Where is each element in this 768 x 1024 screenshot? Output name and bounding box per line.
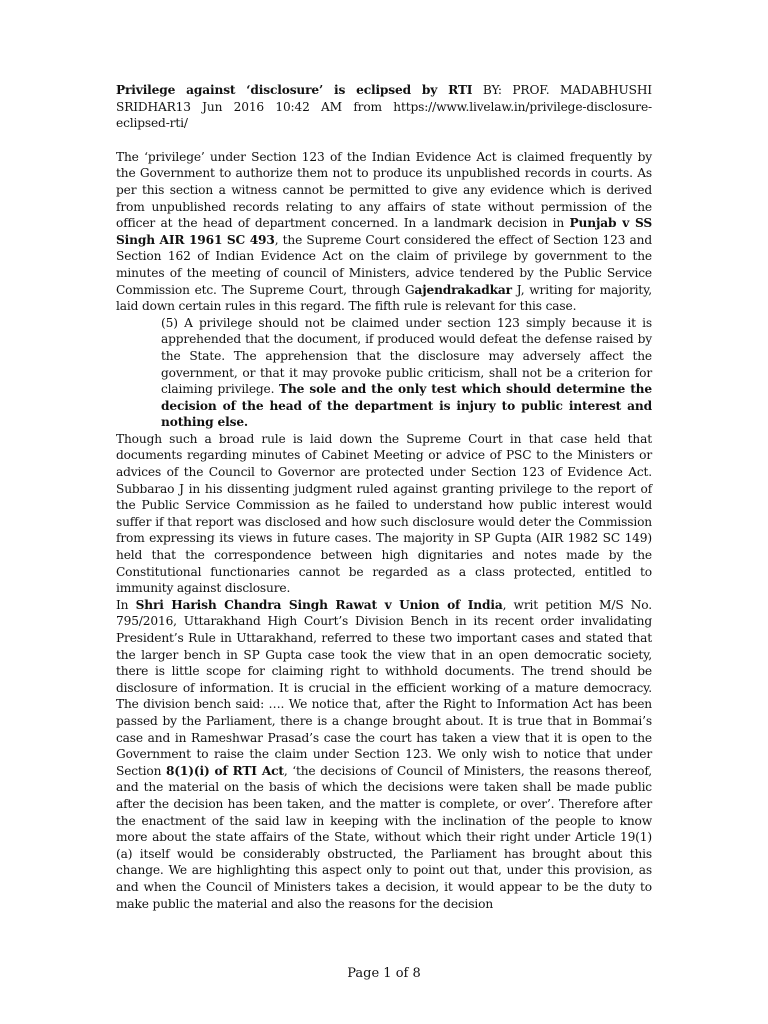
paragraph-text: , ‘the decisions of Council of Ministers, the reasons thereof, and the material on the basis of which the decisions were taken shall be made public after the decision has been taken, and the matter is complete, or over’. Therefore after the enactment of the said law in keeping with the inclination of the people to know more about the state affairs of the State, without which their right under Article 19(1)(a) itself would be considerably obstructed, the Parliament has brought about this change. We are highlighting this aspect only to point out that, under this provision, as and when the Council of Ministers takes a decision, it would appear to be the duty to make public the material and also the reasons for the decision bbox=[116, 763, 652, 911]
quote-text: (5) A privilege should not be claimed under section 123 simply because it is apprehended that the document, if produced would defeat the defense raised by the State. The apprehension that the disclosure may adversely affect the government, or that it may provoke public criticism, shall not be a criterion for claiming privilege. bbox=[161, 315, 652, 397]
paragraph-privilege-intro bbox=[116, 149, 652, 315]
quoted-rule-five bbox=[161, 315, 652, 431]
paragraph-text: , the Supreme Court considered the effect of Section 123 and Section 162 of Indian Evidence Act on the claim of privilege by government to the minutes of the meeting of council of Ministers, advice tendered by the Public Service Commission etc. The Supreme Court, through G bbox=[116, 232, 652, 297]
paragraph-rawat-case bbox=[116, 597, 652, 912]
quote-emphasis: The sole and the only test which should determine the decision of the head of the department is injury to public interest and nothing else. bbox=[161, 382, 652, 430]
paragraph-spacer bbox=[116, 132, 652, 149]
document-body bbox=[116, 82, 652, 912]
paragraph-text: , writ petition M/S No. 795/2016, Uttarakhand High Court’s Division Bench in its recent order invalidating President’s Rule in Uttarakhand, referred to these two important cases and stated that the larger bench in SP Gupta case took the view that in an open democratic society, there is little scope for claiming right to withhold documents. The trend should be disclosure of information. It is crucial in the efficient working of a mature democracy. The division bench said: …. We notice that, after the Right to Information Act has been passed by the Parliament, there is a change brought about. It is true that in Bommai’s case and in Rameshwar Prasad’s case the court has taken a view that it is open to the Government to raise the claim under Section 123. We only wish to notice that under Section bbox=[116, 597, 652, 778]
article-byline: BY: PROF. MADABHUSHI SRIDHAR13 Jun 2016 10:42 AM from https://www.livelaw.in/privilege-disclosure-eclipsed-rti/ bbox=[116, 83, 652, 131]
article-title: Privilege against ‘disclosure’ is eclipsed by RTI bbox=[116, 83, 473, 97]
paragraph-sp-gupta: Though such a broad rule is laid down the Supreme Court in that case held that documents regarding minutes of Cabinet Meeting or advice of PSC to the Ministers or advices of the Council to Governor are protected under Section 123 of Evidence Act. Subbarao J in his dissenting judgment ruled against granting privilege to the report of the Public Service Commission as he failed to understand how public interest would suffer if that report was disclosed and how such disclosure would deter the Commission from expressing its views in future cases. The majority in SP Gupta (AIR 1982 SC 149) held that the correspondence between high dignitaries and notes made by the Constitutional functionaries cannot be regarded as a class protected, entitled to immunity against disclosure. bbox=[116, 431, 652, 596]
paragraph-text: In bbox=[116, 597, 136, 612]
article-header bbox=[116, 82, 652, 132]
judge-name-bold: ajendrakadkar bbox=[414, 282, 512, 297]
paragraph-text: The ‘privilege’ under Section 123 of the Indian Evidence Act is claimed frequently by the Government to authorize them not to produce its unpublished records in courts. As per this section a witness cannot be permitted to give any evidence which is derived from unpublished records relating to any affairs of state without permission of the officer at the head of department concerned. In a landmark decision in bbox=[116, 149, 652, 231]
paragraph-text: J, writing for majority, laid down certain rules in this regard. The fifth rule is relevant for this case. bbox=[116, 282, 652, 314]
case-citation-rawat: Shri Harish Chandra Singh Rawat v Union of India bbox=[135, 597, 503, 612]
case-citation-punjab: Punjab v SS Singh AIR 1961 SC 493 bbox=[116, 216, 653, 247]
page-number-footer: Page 1 of 8 bbox=[347, 966, 421, 981]
rti-section-reference: 8(1)(i) of RTI Act bbox=[165, 763, 284, 778]
